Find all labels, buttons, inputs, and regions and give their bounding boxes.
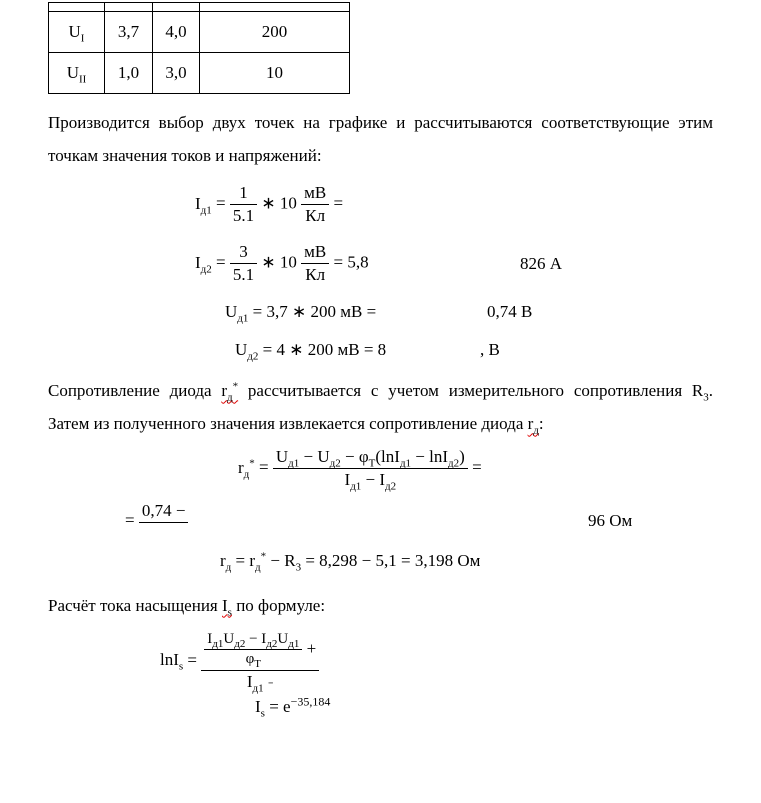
term: I: [246, 671, 253, 691]
var-ud1: [225, 302, 249, 325]
var-sub: д1: [237, 312, 249, 325]
fraction-den: 5.1: [232, 206, 255, 226]
fraction-num: [273, 446, 468, 469]
equals-sign: =: [187, 650, 198, 670]
fraction-num: 1: [230, 182, 257, 205]
term-sub: д2: [448, 457, 460, 470]
term-sub: д2: [266, 637, 278, 650]
formula-id1: [48, 182, 713, 227]
inner-den: [204, 650, 302, 670]
table-cell-value: 3,0: [153, 53, 200, 94]
var-base: lnI: [160, 650, 179, 670]
is-term: [222, 595, 232, 619]
outer-num: [201, 630, 319, 671]
result-start: = 5,8: [333, 252, 369, 272]
var-base: I: [222, 595, 228, 615]
var-rd-star: [238, 457, 255, 481]
equals-sign: =: [216, 193, 226, 213]
u2-sub: II: [78, 73, 87, 86]
outer-den: [201, 671, 319, 693]
unit-fraction: [301, 182, 329, 227]
var-sub: д2: [247, 350, 259, 363]
var-base: r: [221, 381, 228, 401]
fraction-den: 5.1: [232, 265, 255, 285]
formula-body: = 4 ∗ 200 мВ = 8: [262, 340, 387, 360]
result-fragment-96om: 96 Ом: [588, 511, 633, 531]
var-sup: *: [232, 380, 239, 393]
equals-sign: =: [333, 193, 344, 213]
var-sub: s: [227, 606, 232, 619]
table-cell-empty: [49, 3, 105, 12]
term-sub: д1: [252, 682, 264, 695]
var-sub: 3: [703, 391, 709, 404]
term-sub: д1: [350, 480, 362, 493]
term: − R: [266, 550, 296, 570]
formula-lnis: [48, 630, 713, 693]
equals-sign: =: [216, 252, 226, 272]
term-sub: д: [255, 561, 261, 574]
unit-num: мВ: [301, 241, 329, 264]
var-is: [255, 696, 265, 720]
fraction-den: [273, 469, 468, 491]
formula-rd-clipped: [48, 550, 713, 574]
table-row-uii: [49, 53, 350, 94]
fraction: [230, 182, 257, 227]
formula-rd-star: [48, 446, 713, 491]
equals-sign: =: [472, 457, 482, 477]
unit-num: мВ: [301, 182, 329, 205]
exponent: −35,184: [290, 694, 331, 709]
var-base: r: [238, 457, 244, 477]
fraction: [230, 241, 257, 286]
text-run: Сопротивление диода: [48, 381, 222, 401]
equals-sign: =: [125, 510, 135, 530]
r3-term: [691, 381, 709, 404]
var-id1: [195, 193, 212, 216]
equals-e: = e: [269, 696, 291, 716]
table-cell-value: 4,0: [153, 12, 200, 53]
unit-den: Кл: [305, 265, 326, 285]
text-run: . Затем из полученного значения извлекается сопротивление диода: [48, 381, 714, 434]
multiplier: ∗ 10: [261, 193, 297, 213]
term-fragment: -: [267, 671, 274, 691]
rd-term: [527, 414, 539, 437]
var-base: U: [235, 340, 248, 360]
var-sub: s: [178, 660, 184, 673]
var-base: r: [527, 414, 534, 434]
var-sup: *: [249, 457, 255, 470]
term-sub: д1: [288, 637, 300, 650]
term: r: [220, 550, 226, 570]
document-page: [0, 2, 761, 803]
term-sub: Т: [368, 457, 376, 470]
fraction-den-hidden: [139, 523, 189, 543]
var-base: I: [195, 193, 201, 213]
term-sub: 3: [295, 561, 302, 574]
formula-body: = 3,7 ∗ 200 мВ =: [252, 302, 377, 322]
formula-id2: [48, 241, 713, 286]
term-sub: д2: [385, 480, 397, 493]
table-cell-value: 10: [200, 53, 350, 94]
term-sub: д2: [234, 637, 246, 650]
text-run: по формуле:: [231, 595, 326, 615]
var-sub: д2: [200, 263, 212, 276]
multiplier: ∗ 10: [261, 252, 297, 272]
table-cell-value: 3,7: [105, 12, 153, 53]
paragraph-saturation: [48, 589, 713, 622]
var-sub: s: [260, 707, 265, 720]
term: U: [277, 630, 289, 647]
var-id2: [195, 252, 212, 276]
var-base: U: [225, 302, 238, 322]
term-sup: *: [260, 550, 267, 562]
fraction-partial: [139, 500, 189, 543]
outer-fraction: [201, 630, 319, 693]
term: I: [344, 470, 351, 490]
term: (lnI: [375, 447, 400, 467]
table-cell-value: 1,0: [105, 53, 153, 94]
paragraph-intro: Производится выбор двух точек на графике и рассчитываются соответствующие этим точкам значения токов и напряжений:: [48, 113, 713, 165]
fraction-num: 0,74 −: [139, 500, 189, 523]
rd-star-term: [221, 380, 239, 404]
table-cell-value: 200: [200, 12, 350, 53]
var-base: R: [691, 381, 704, 401]
table-row-ui: [49, 12, 350, 53]
var-sub: д1: [200, 203, 212, 216]
term: U: [275, 447, 289, 467]
u1-sub: I: [80, 32, 85, 45]
term: − I: [245, 630, 267, 647]
var-sub: д: [227, 391, 233, 404]
table-row-cut: [49, 3, 350, 12]
formula-ud2: [48, 340, 713, 363]
formula-is: [48, 694, 713, 720]
fraction-num: 3: [230, 241, 257, 264]
term-sub: д: [225, 561, 232, 574]
term: − I: [361, 470, 386, 490]
inner-num: [204, 630, 302, 651]
text-run: :: [538, 414, 544, 434]
text-run: рассчитывается с учетом измерительного сопротивления: [238, 381, 692, 401]
term: = 8,298 − 5,1 = 3,198 Ом: [301, 550, 481, 570]
plus-sign: +: [306, 638, 317, 658]
result-fragment-826a: 826 А: [520, 253, 563, 273]
table-cell-empty: [200, 3, 350, 12]
term: − φ: [340, 447, 369, 467]
result-fragment-v: , В: [480, 340, 500, 360]
unit-fraction: [301, 241, 329, 286]
term: − lnI: [411, 447, 449, 467]
paragraph-resistance: [48, 374, 713, 440]
u1-base: U: [68, 22, 81, 41]
unit-den: Кл: [305, 206, 326, 226]
formula-ud1: [48, 302, 713, 325]
term: = r: [231, 550, 256, 570]
var-sub: д: [533, 424, 539, 437]
var-sub: д: [243, 468, 250, 481]
table-cell-label: [49, 53, 105, 94]
formula-074: [48, 500, 713, 543]
text-run: Расчёт тока насыщения: [48, 595, 222, 615]
term-sub: д2: [329, 457, 341, 470]
measurement-table: [48, 2, 350, 94]
u2-base: U: [66, 63, 79, 82]
fraction: [273, 446, 468, 491]
term-sub: д1: [212, 637, 224, 650]
result-fragment-074v: 0,74 В: [487, 302, 533, 322]
var-base: I: [255, 696, 261, 716]
table-cell-label: [49, 12, 105, 53]
term: − U: [299, 447, 330, 467]
term: U: [223, 630, 235, 647]
term-sub: д1: [399, 457, 412, 470]
var-ud2: [235, 340, 259, 363]
document-content: [0, 2, 761, 720]
term: φ: [245, 651, 255, 668]
var-lnis: [160, 650, 184, 673]
term: ): [459, 447, 465, 467]
term-sub: Т: [254, 658, 262, 671]
term: I: [207, 630, 213, 647]
table-cell-empty: [153, 3, 200, 12]
inner-fraction: [204, 630, 302, 670]
term-sub: д1: [288, 457, 300, 470]
equals-sign: =: [259, 457, 269, 477]
var-base: I: [195, 252, 201, 272]
clipped-line: [48, 550, 713, 572]
table-cell-empty: [105, 3, 153, 12]
